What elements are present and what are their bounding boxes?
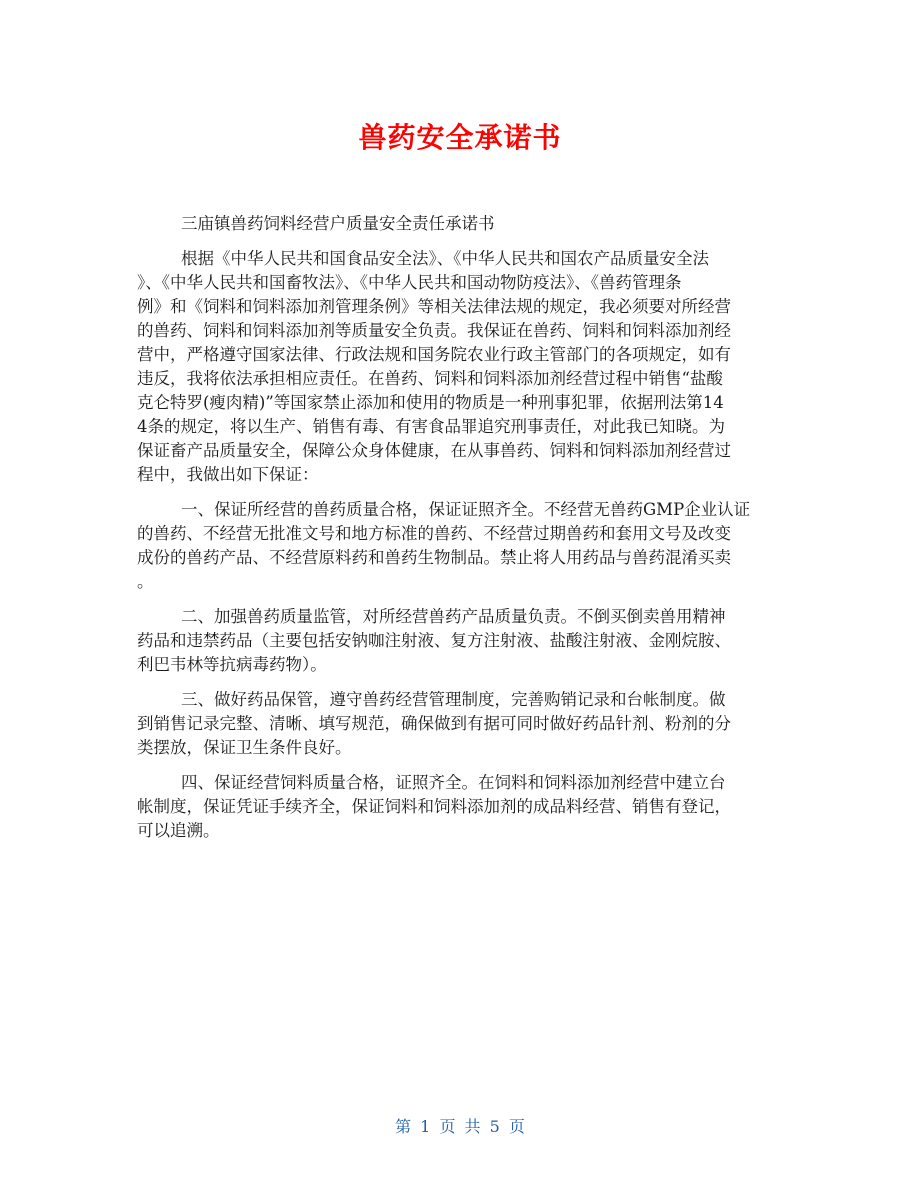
text-line: 利巴韦林等抗病毒药物）。	[137, 655, 327, 674]
text-line: 的兽药、不经营无批准文号和地方标准的兽药、不经营过期兽药和套用文号及改变	[137, 524, 731, 543]
paragraph-item-1	[137, 498, 785, 594]
text-line: 药品和违禁药品（主要包括安钠咖注射液、复方注射液、盐酸注射液、金刚烷胺、	[137, 631, 731, 650]
paragraph-item-3	[137, 688, 785, 760]
text-line: 的兽药、饲料和饲料添加剂等质量安全负责。我保证在兽药、饲料和饲料添加剂经	[137, 321, 731, 340]
text-line: 成份的兽药产品、不经营原料药和兽药生物制品。禁止将人用药品与兽药混淆买卖	[137, 548, 731, 567]
text-line: 4条的规定，将以生产、销售有毒、有害食品罪追究刑事责任，对此我已知晓。为	[137, 417, 725, 436]
paragraph-item-4	[137, 771, 785, 843]
text-line: 例》和《饲料和饲料添加剂管理条例》等相关法律法规的规定，我必须要对所经营	[137, 297, 731, 316]
page-number-footer: 第 1 页 共 5 页	[395, 1117, 525, 1136]
paragraph-item-2	[137, 605, 785, 677]
text-line: 二、加强兽药质量监管，对所经营兽药产品质量负责。不倒买倒卖兽用精神	[181, 607, 726, 626]
document-body	[137, 212, 785, 843]
text-line: 三、做好药品保管，遵守兽药经营管理制度，完善购销记录和台帐制度。做	[181, 690, 726, 709]
paragraph-intro	[137, 247, 785, 487]
text-line: 克仑特罗(瘦肉精)”等国家禁止添加和使用的物质是一种刑事犯罪，依据刑法第14	[137, 393, 724, 412]
document-subtitle: 三庙镇兽药饲料经营户质量安全责任承诺书	[181, 214, 495, 233]
text-line: 》、《中华人民共和国畜牧法》、《中华人民共和国动物防疫法》、《兽药管理条	[137, 273, 682, 292]
text-line: 帐制度，保证凭证手续齐全，保证饲料和饲料添加剂的成品料经营、销售有登记，	[137, 797, 731, 816]
text-line: 营中，严格遵守国家法律、行政法规和国务院农业行政主管部门的各项规定，如有	[137, 345, 731, 364]
text-line: 根据《中华人民共和国食品安全法》、《中华人民共和国农产品质量安全法	[181, 249, 709, 268]
text-line: 类摆放，保证卫生条件良好。	[137, 738, 352, 757]
text-line: 四、保证经营饲料质量合格，证照齐全。在饲料和饲料添加剂经营中建立台	[181, 773, 726, 792]
text-line: 到销售记录完整、清晰、填写规范，确保做到有据可同时做好药品针剂、粉剂的分	[137, 714, 731, 733]
text-line: 程中，我做出如下保证：	[137, 465, 319, 484]
document-title: 兽药安全承诺书	[358, 121, 562, 154]
text-line: 。	[137, 572, 154, 591]
text-line: 违反，我将依法承担相应责任。在兽药、饲料和饲料添加剂经营过程中销售“盐酸	[137, 369, 723, 388]
text-line: 保证畜产品质量安全，保障公众身体健康，在从事兽药、饲料和饲料添加剂经营过	[137, 441, 731, 460]
text-line: 一、保证所经营的兽药质量合格，保证证照齐全。不经营无兽药GMP企业认证	[181, 500, 751, 519]
text-line: 可以追溯。	[137, 821, 220, 840]
